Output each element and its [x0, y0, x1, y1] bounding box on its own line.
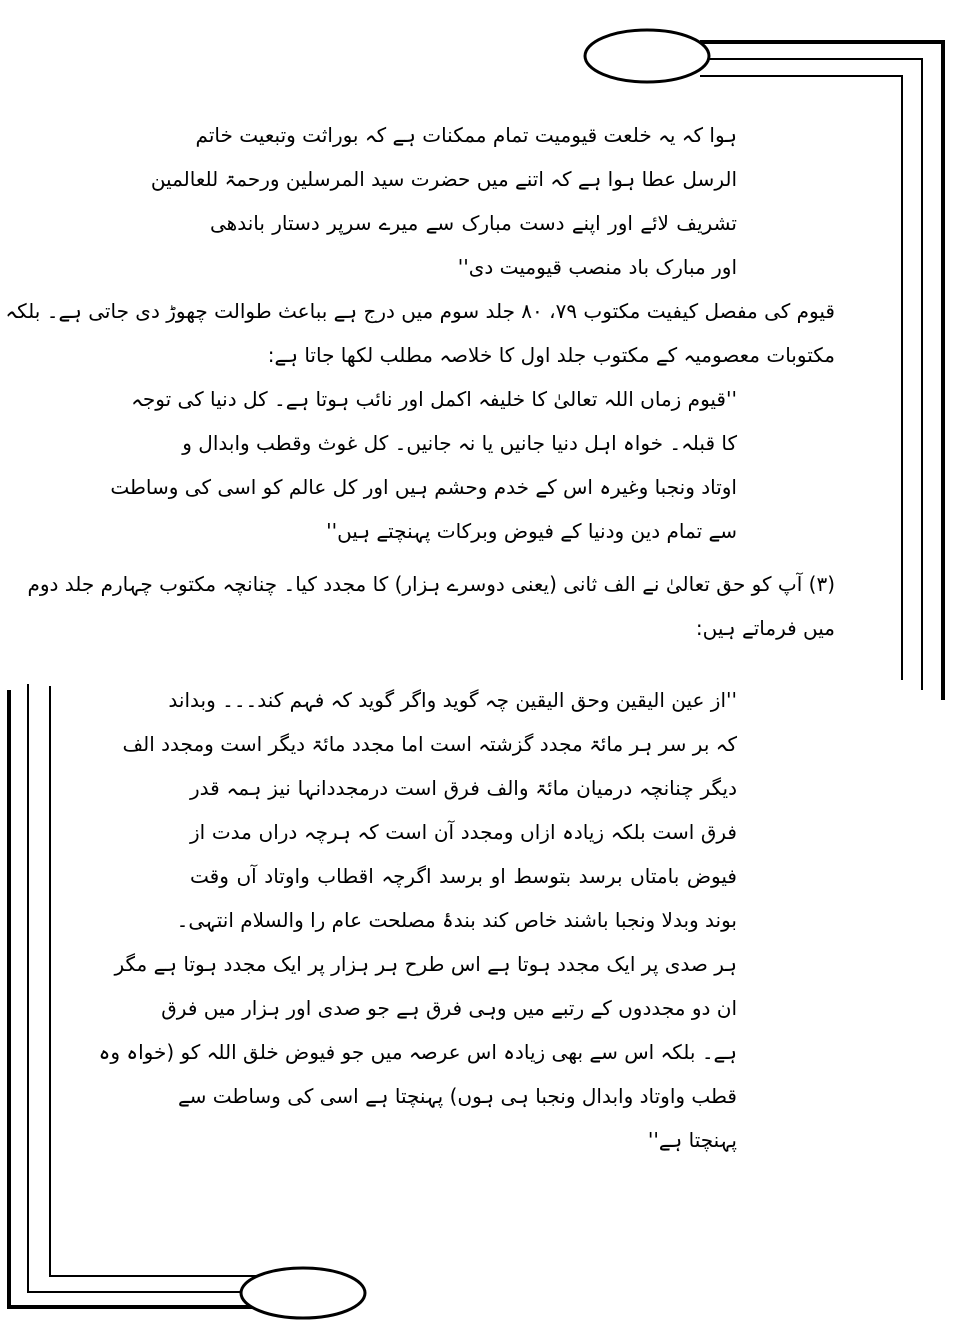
bottom-ornament-oval — [241, 1268, 365, 1318]
text-line: مکتوبات معصومیہ کے مکتوب جلد اول کا خلاصہ مطلب لکھا جاتا ہے: — [267, 343, 835, 367]
text-line: قطب واوتاد وابدال ونجبا ہی ہوں) پہنچتا ہے اسی کی وساطت سے — [177, 1084, 737, 1108]
text-line: ''از عین الیقین وحق الیقین چہ گوید واگر گوید کہ فہم کند۔۔۔ وبداند — [168, 688, 737, 712]
text-line: میں فرماتے ہیں: — [695, 616, 835, 640]
text-line: کہ بر سر ہر مائۃ مجدد گزشتہ است اما مجدد مائۃ دیگر است ومجدد الف — [122, 732, 737, 756]
text-line: ''قیوم زماں اللہ تعالیٰ کا خلیفہ اکمل اور نائب ہوتا ہے۔ کل دنیا کی توجہ — [131, 387, 737, 411]
text-line: پہنچتا ہے'' — [647, 1128, 737, 1152]
text-line: الرسل عطا ہوا ہے کہ اتنے میں حضرت سید المرسلین ورحمۃ للعالمین — [150, 167, 737, 191]
text-line: ہوا کہ یہ خلعت قیومیت تمام ممکنات ہے کہ بوراثت وتبعیت خاتم — [195, 123, 737, 147]
text-line: فرق است بلکہ زیادہ ازاں ومجدد آن است کہ ہرچہ دراں مدت از — [190, 820, 737, 844]
text-line: قیوم کی مفصل کیفیت مکتوب ۷۹، ۸۰ جلد سوم میں درج ہے بباعث طوالت چھوڑ دی جاتی ہے۔ بلکہ — [5, 299, 835, 323]
text-line: سے تمام دین ودنیا کے فیوض وبرکات پہنچتے ہیں'' — [326, 519, 737, 543]
text-line: اوتاد ونجبا وغیرہ اس کے خدم وحشم ہیں اور کل عالم کو اسی کی وساطت — [110, 475, 737, 499]
text-line: فیوض بامتاں برسد بتوسط او برسد اگرچہ اقطاب واوتاد آں وقت — [190, 864, 737, 888]
text-line: ہے۔ بلکہ اس سے بھی زیادہ اس عرصہ میں جو فیوض خلق اللہ کو (خواہ وہ — [98, 1040, 737, 1064]
top-ornament-oval — [585, 30, 709, 82]
text-line: دیگر چنانچہ درمیان مائۃ والف فرق است درمجددانہا نیز ہمہ قدر — [190, 776, 737, 800]
text-line: بوند وبدلا ونجبا باشند خاص کند بندۂ مصلحت عام را والسلام انتہی۔ — [176, 908, 737, 932]
text-line: (۳) آپ کو حق تعالیٰ نے الف ثانی (یعنی دوسرے ہزار) کا مجدد کیا۔ چنانچہ مکتوب چہارم جلد دوم — [27, 572, 835, 596]
text-line: تشریف لائے اور اپنے دست مبارک سے میرے سرپر دستار باندھی — [210, 211, 737, 235]
text-line: اور مبارک باد منصب قیومیت دی'' — [457, 255, 737, 279]
text-line: ہر صدی پر ایک مجدد ہوتا ہے اس طرح ہر ہزار پر ایک مجدد ہوتا ہے مگر — [114, 952, 737, 976]
text-line: کا قبلہ۔ خواہ اہل دنیا جانیں یا نہ جانیں۔ کل غوث وقطب وابدال و — [182, 431, 737, 455]
text-line: ان دو مجددوں کے رتبے میں وہی فرق ہے جو صدی اور ہزار میں فرق — [161, 996, 737, 1020]
